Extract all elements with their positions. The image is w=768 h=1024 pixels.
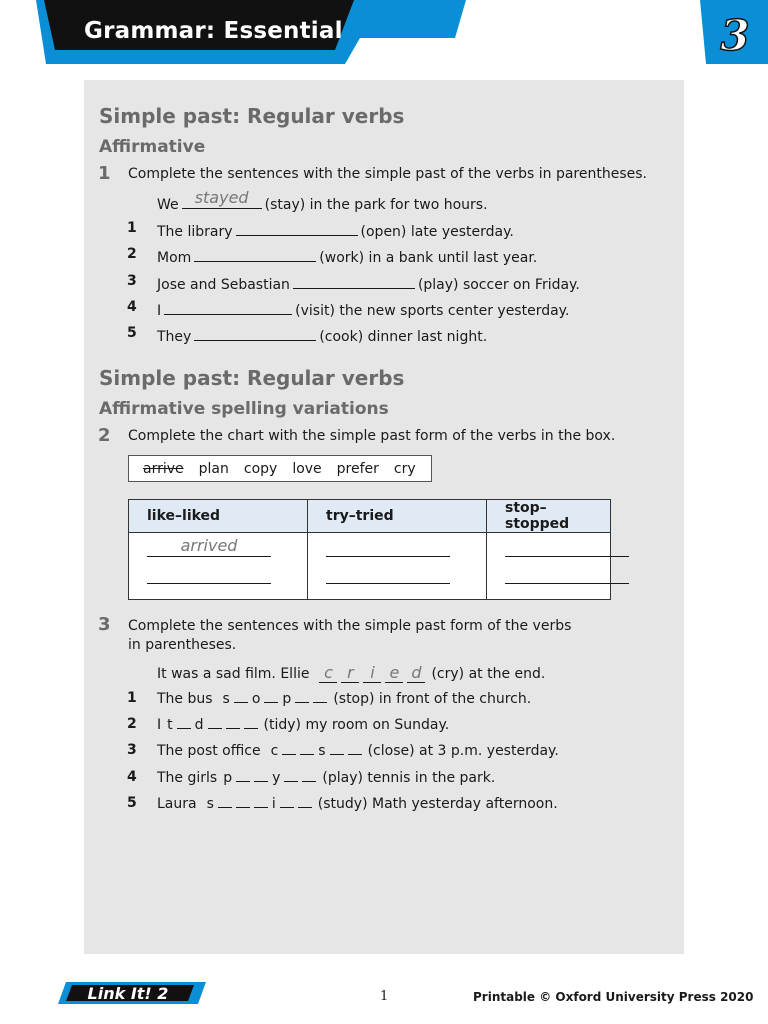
item-number: 4 [127, 299, 137, 315]
link-it-logo [58, 980, 208, 1006]
letter-blank[interactable] [254, 769, 268, 782]
item-number: 5 [127, 795, 137, 811]
letter-blank[interactable] [348, 742, 362, 755]
spelling-chart [128, 499, 611, 600]
page-title: Grammar: Essential [84, 18, 343, 44]
unit-number: 3 [720, 11, 750, 60]
answer-blank[interactable] [194, 246, 316, 262]
exercise-1-item: The library (open) late yesterday. [157, 220, 514, 240]
letter-blank[interactable] [236, 769, 250, 782]
letter-blank[interactable] [302, 769, 316, 782]
exercise-3-item: The post office c s (close) at 3 p.m. yesterday. [157, 743, 559, 759]
exercise-3-instruction: Complete the sentences with the simple past form of the verbs [128, 618, 572, 634]
exercise-3-example: It was a sad film. Ellie c r i e d (cry) at the end. [157, 663, 546, 682]
chart-header: like–liked [129, 500, 308, 533]
word-box-word: copy [243, 460, 278, 477]
exercise-3-item: The girls p y (play) tennis in the park. [157, 770, 496, 786]
example-letter: e [385, 663, 403, 683]
letter-blank[interactable] [282, 742, 296, 755]
letter-blank[interactable] [254, 795, 268, 808]
item-number: 1 [127, 220, 137, 236]
word-box-word: cry [393, 460, 416, 477]
chart-example-answer: arrived [180, 536, 238, 555]
exercise-3-instruction-cont: in parentheses. [128, 637, 237, 653]
copyright-notice: Printable © Oxford University Press 2020 [473, 990, 754, 1004]
section1-title: Simple past: Regular verbs [99, 104, 405, 128]
letter-blank[interactable] [218, 795, 232, 808]
letter-blank[interactable] [330, 742, 344, 755]
exercise-1-instruction: Complete the sentences with the simple past of the verbs in parentheses. [128, 166, 647, 182]
word-box-word: prefer [336, 460, 379, 477]
example-letter: i [363, 663, 381, 683]
answer-blank[interactable] [326, 540, 450, 557]
item-number: 1 [127, 690, 137, 706]
letter-blank[interactable] [295, 690, 309, 703]
item-number: 4 [127, 769, 137, 785]
answer-blank[interactable] [505, 540, 629, 557]
letter-blank[interactable] [284, 769, 298, 782]
answer-blank[interactable] [147, 567, 271, 584]
item-number: 5 [127, 325, 137, 341]
answer-blank[interactable] [293, 273, 415, 289]
example-letter: c [319, 663, 337, 683]
item-number: 2 [127, 716, 137, 732]
exercise-1-item: They (cook) dinner last night. [157, 325, 487, 345]
letter-blank[interactable] [236, 795, 250, 808]
chart-cell [308, 533, 487, 600]
example-letter: r [341, 663, 359, 683]
letter-blank[interactable] [264, 690, 278, 703]
word-box [128, 455, 432, 482]
logo-text: Link It! 2 [87, 984, 169, 1003]
exercise-1-item: Jose and Sebastian (play) soccer on Friday. [157, 273, 580, 293]
answer-blank[interactable] [505, 567, 629, 584]
letter-blank[interactable] [234, 690, 248, 703]
word-box-word: arrive [143, 460, 184, 477]
letter-blank[interactable] [244, 716, 258, 729]
chart-header: stop–stopped [487, 500, 611, 533]
chart-cell [487, 533, 611, 600]
letter-blank[interactable] [177, 716, 191, 729]
answer-blank[interactable] [164, 299, 292, 315]
exercise-1-number: 1 [98, 163, 111, 184]
exercise-3-item: Laura s i (study) Math yesterday afternoon. [157, 796, 558, 812]
letter-blank[interactable] [280, 795, 294, 808]
section1-subtitle: Affirmative [99, 137, 206, 157]
item-number: 3 [127, 273, 137, 289]
exercise-2-number: 2 [98, 425, 111, 446]
exercise-1-item: I (visit) the new sports center yesterday. [157, 299, 569, 319]
answer-blank[interactable] [326, 567, 450, 584]
answer-blank[interactable] [194, 325, 316, 341]
letter-blank[interactable] [313, 690, 327, 703]
letter-blank[interactable] [208, 716, 222, 729]
section2-title: Simple past: Regular verbs [99, 366, 405, 390]
exercise-3-item: I t d (tidy) my room on Sunday. [157, 717, 450, 733]
item-number: 3 [127, 742, 137, 758]
example-answer: stayed [194, 188, 249, 207]
example-letter: d [407, 663, 425, 683]
chart-cell [129, 533, 308, 600]
exercise-1-item: Mom (work) in a bank until last year. [157, 246, 537, 266]
word-box-word: love [292, 460, 322, 477]
item-number: 2 [127, 246, 137, 262]
exercise-3-item: The bus s o p (stop) in front of the church. [157, 691, 532, 707]
answer-blank[interactable] [147, 536, 271, 557]
exercise-1-example: We stayed (stay) in the park for two hours. [157, 188, 488, 213]
letter-blank[interactable] [300, 742, 314, 755]
answer-blank[interactable] [182, 188, 262, 209]
chart-header: try–tried [308, 500, 487, 533]
letter-blank[interactable] [226, 716, 240, 729]
page-number: 1 [380, 989, 389, 1004]
letter-blank[interactable] [298, 795, 312, 808]
exercise-2-instruction: Complete the chart with the simple past form of the verbs in the box. [128, 428, 616, 444]
answer-blank[interactable] [236, 220, 358, 236]
word-box-word: plan [198, 460, 229, 477]
exercise-3-number: 3 [98, 614, 111, 635]
section2-subtitle: Affirmative spelling variations [99, 399, 389, 419]
